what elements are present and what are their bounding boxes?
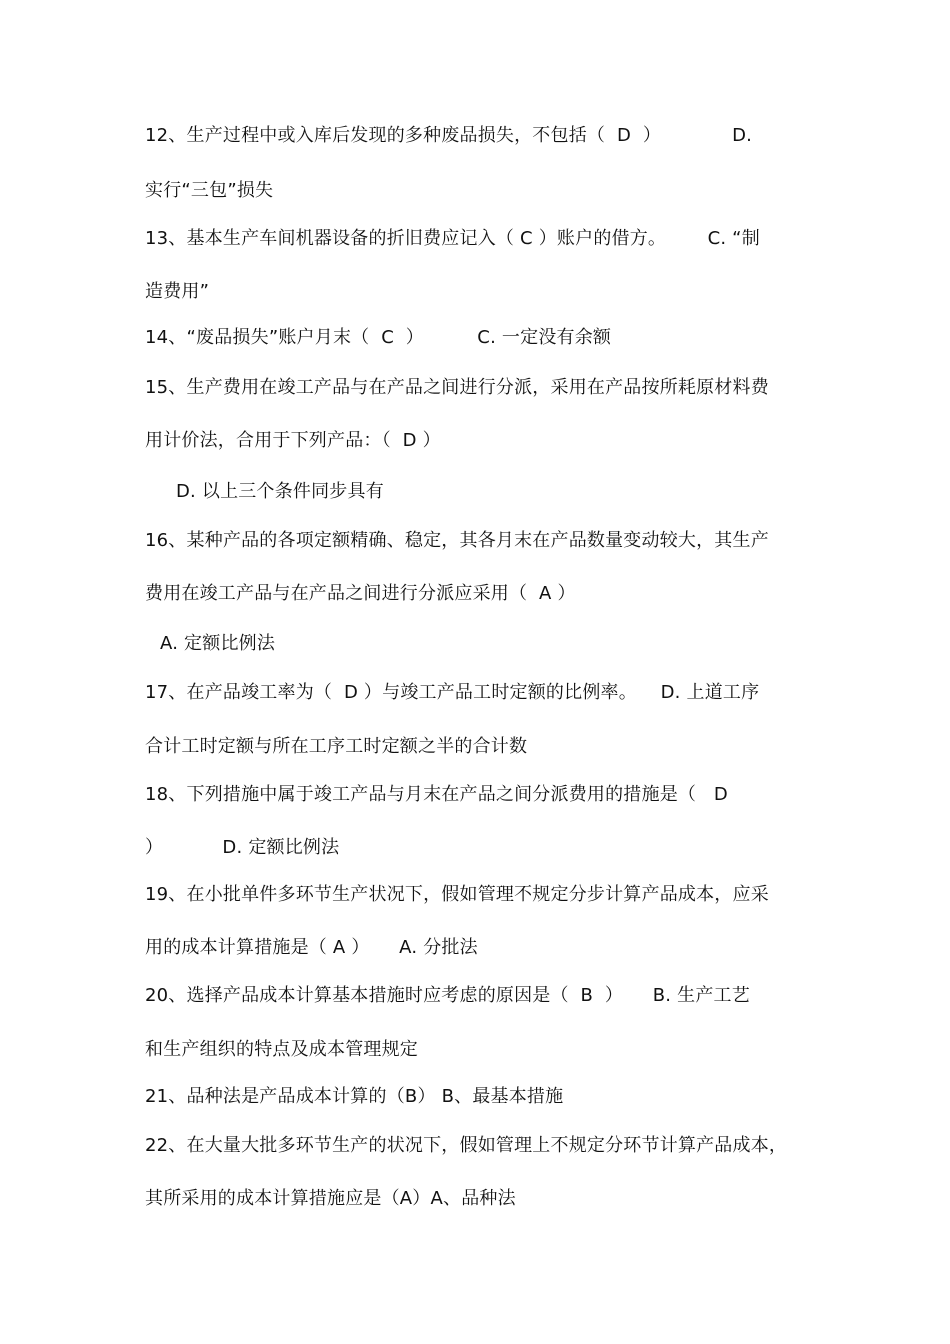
text-line: 16、某种产品的各项定额精确、稳定，其各月末在产品数量变动较大，其生产: [145, 530, 769, 551]
text-line: 20、选择产品成本计算基本措施时应考虑的原因是（ B ） B. 生产工艺: [145, 985, 750, 1006]
text-line: 用的成本计算措施是（ A ） A. 分批法: [145, 937, 478, 958]
text-line: 其所采用的成本计算措施应是（A）A、品种法: [145, 1188, 516, 1209]
text-line: 22、在大量大批多环节生产的状况下，假如管理上不规定分环节计算产品成本，: [145, 1135, 788, 1156]
text-line: 17、在产品竣工率为（ D ）与竣工产品工时定额的比例率。 D. 上道工序: [145, 682, 760, 703]
text-line: 12、生产过程中或入库后发现的多种废品损失，不包括（ D ） D.: [145, 125, 753, 146]
text-line: 实行“三包”损失: [145, 180, 274, 201]
text-line: 21、品种法是产品成本计算的（B） B、最基本措施: [145, 1086, 564, 1107]
text-line: 造费用”: [145, 281, 210, 302]
text-line: 18、下列措施中属于竣工产品与月末在产品之间分派费用的措施是（ D: [145, 784, 728, 805]
text-line: 13、基本生产车间机器设备的折旧费应记入（ C ）账户的借方。 C. “制: [145, 228, 760, 249]
text-line: D. 以上三个条件同步具有: [176, 481, 384, 502]
text-line: A. 定额比例法: [160, 633, 276, 654]
text-line: ） D. 定额比例法: [145, 837, 340, 858]
text-line: 和生产组织的特点及成本管理规定: [145, 1039, 418, 1060]
text-line: 15、生产费用在竣工产品与在产品之间进行分派，采用在产品按所耗原材料费: [145, 377, 769, 398]
text-line: 14、“废品损失”账户月末（ C ） C. 一定没有余额: [145, 327, 612, 348]
text-line: 费用在竣工产品与在产品之间进行分派应采用（ A ）: [145, 583, 576, 604]
text-line: 19、在小批单件多环节生产状况下，假如管理不规定分步计算产品成本，应采: [145, 884, 769, 905]
text-line: 合计工时定额与所在工序工时定额之半的合计数: [145, 736, 528, 757]
text-line: 用计价法，合用于下列产品：（ D ）: [145, 430, 441, 451]
